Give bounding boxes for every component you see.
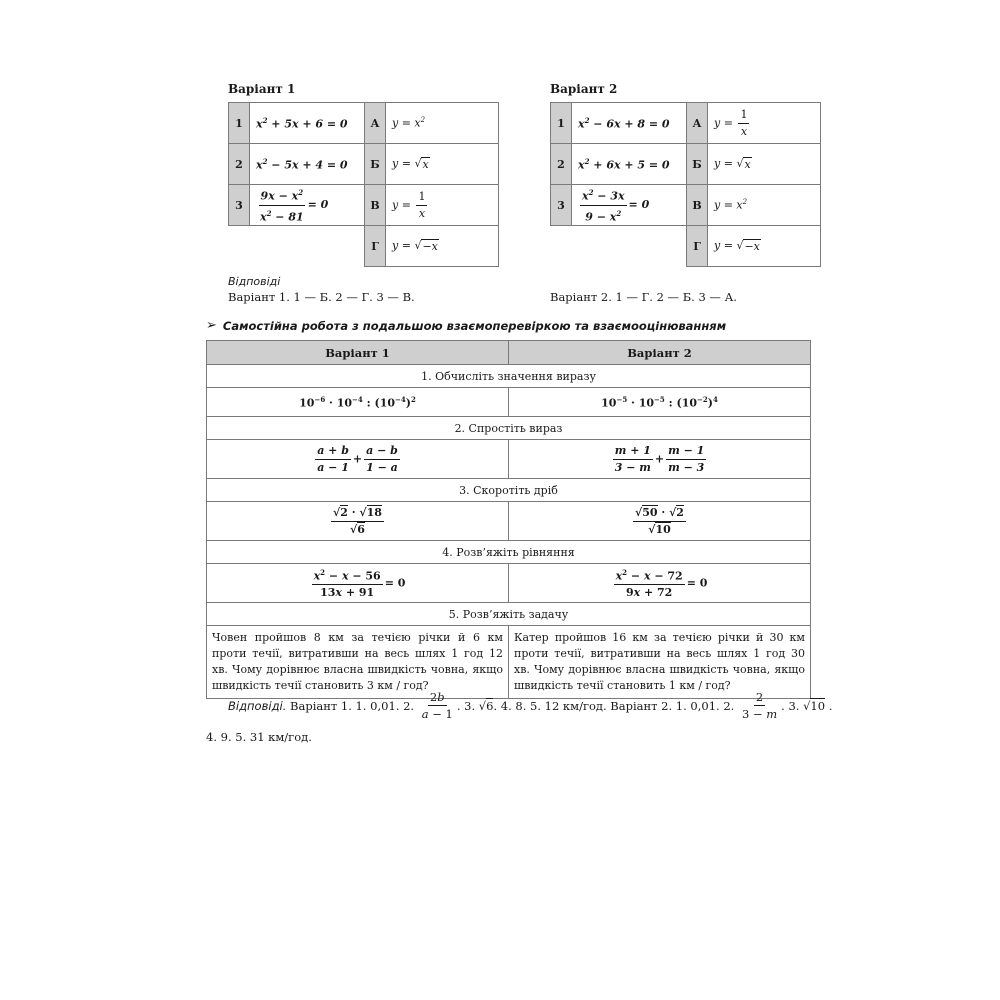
table-row xyxy=(229,185,499,226)
task-5-title: 5. Розв’яжіть задачу xyxy=(207,603,811,626)
function-d: y = √ −x xyxy=(708,226,821,267)
row-letter: А xyxy=(365,103,386,144)
answer-variant1: Варіант 1. 1 — Б. 2 — Г. 3 — В. xyxy=(228,290,415,304)
task-2-title: 2. Спростіть вираз xyxy=(207,417,811,440)
row-letter: В xyxy=(687,185,708,226)
function-d: y = √ −x xyxy=(386,226,499,267)
table-row xyxy=(207,541,811,564)
final-answers-part3: . 4. 8. 5. 12 км/год. Варіант 2. 1. 0,01. 2. xyxy=(493,698,738,713)
task-3-variant2-expression: $\frac{√50 \cdot √2}{√10}$ xyxy=(509,502,811,541)
row-letter: Г xyxy=(687,226,708,267)
final-answers-label: Відповіді. xyxy=(228,698,287,713)
equation-1: $x^2 - 6x + 8 = 0$ xyxy=(572,103,687,144)
row-number: 2 xyxy=(229,144,250,185)
row-number: 3 xyxy=(551,185,572,226)
row-number: 1 xyxy=(551,103,572,144)
row-letter: В xyxy=(365,185,386,226)
final-answers-part2: . 3. xyxy=(456,698,479,713)
answer-fraction-v2: $\frac{2}{3 - m}$ xyxy=(741,690,778,721)
answer-fraction-v1: $\frac{2b}{a - 1}$ xyxy=(421,690,453,721)
row-letter: Б xyxy=(687,144,708,185)
table-row xyxy=(207,479,811,502)
function-b: y = √ x xyxy=(708,144,821,185)
row-letter: Г xyxy=(365,226,386,267)
variant2-match-table xyxy=(550,102,821,267)
task-3-variant1-expression: $\frac{√2 \cdot √18}{√6}$ xyxy=(207,502,509,541)
function-c: y = $\frac{1}{x}$ xyxy=(386,185,499,226)
task-4-title: 4. Розв’яжіть рівняння xyxy=(207,541,811,564)
table-row xyxy=(207,365,811,388)
table-row xyxy=(551,103,821,144)
section-heading xyxy=(206,318,726,333)
table-row xyxy=(207,440,811,479)
equation-1: $x^2 + 5x + 6 = 0$ xyxy=(250,103,365,144)
task-4-variant1-expression: $\frac{x^2 - x - 56}{13x + 91}$ = 0 xyxy=(207,564,509,603)
task-1-variant2-expression: $10^{-5} \cdot 10^{-5}$ : $(10^{-2})^4$ xyxy=(509,388,811,417)
column-header-variant2: Варіант 2 xyxy=(509,341,811,365)
answers-label: Відповіді xyxy=(228,275,281,288)
answer-variant2: Варіант 2. 1 — Г. 2 — Б. 3 — А. xyxy=(550,290,737,304)
table-row xyxy=(551,226,821,267)
task-1-title: 1. Обчисліть значення виразу xyxy=(207,365,811,388)
row-letter: Б xyxy=(365,144,386,185)
table-row xyxy=(207,564,811,603)
equation-2: $x^2 + 6x + 5 = 0$ xyxy=(572,144,687,185)
task-5-variant2-problem: Катер пройшов 16 км за течією річки й 30 км проти течії, витративши на весь шлях 1 год 30 хв. Чому дорівнює власна швидкість човна, якщо швидкість течії становить 1 км / год? xyxy=(509,626,811,699)
final-answers-part5: . xyxy=(825,698,833,713)
table-row xyxy=(551,144,821,185)
function-a: $y = x^2$ xyxy=(386,103,499,144)
task-4-variant2-expression: $\frac{x^2 - x - 72}{9x + 72}$ = 0 xyxy=(509,564,811,603)
table-row xyxy=(207,603,811,626)
table-row xyxy=(229,144,499,185)
table-header-row xyxy=(207,341,811,365)
final-answers-part1: Варіант 1. 1. 0,01. 2. xyxy=(286,698,418,713)
final-answers-part4: . 3. xyxy=(781,698,804,713)
table-row xyxy=(207,502,811,541)
equation-2: $x^2 - 5x + 4 = 0$ xyxy=(250,144,365,185)
variant2-title: Варіант 2 xyxy=(550,82,618,96)
row-number: 1 xyxy=(229,103,250,144)
table-row xyxy=(229,226,499,267)
task-3-title: 3. Скоротіть дріб xyxy=(207,479,811,502)
answer-sqrt-v2: √10 xyxy=(803,698,826,713)
final-answers-line1 xyxy=(228,690,832,721)
arrow-icon: ➢ xyxy=(206,318,217,333)
self-work-table xyxy=(206,340,811,699)
table-row xyxy=(207,417,811,440)
row-number: 2 xyxy=(551,144,572,185)
function-a: y = $\frac{1}{x}$ xyxy=(708,103,821,144)
function-c: $y = x^2$ xyxy=(708,185,821,226)
task-2-variant2-expression: $\frac{m + 1}{3 - m}$ + $\frac{m - 1}{m - 3}$ xyxy=(509,440,811,479)
equation-3: $\frac{9x - x^2}{x^2 - 81}$ = 0 xyxy=(250,185,365,226)
task-2-variant1-expression: $\frac{a + b}{a - 1}$ + $\frac{a - b}{1 - a}$ xyxy=(207,440,509,479)
variant1-match-table xyxy=(228,102,499,267)
task-5-variant1-problem: Човен пройшов 8 км за течією річки й 6 км проти течії, витративши на весь шлях 1 год 12 хв. Чому дорівнює власна швидкість човна, якщо швидкість течії становить 3 км / год? xyxy=(207,626,509,699)
table-row xyxy=(207,388,811,417)
task-1-variant1-expression: $10^{-6} \cdot 10^{-4}$ : $(10^{-4})^2$ xyxy=(207,388,509,417)
section-title: Самостійна робота з подальшою взаємоперевіркою та взаємооцінюванням xyxy=(222,318,727,333)
variant1-title: Варіант 1 xyxy=(228,82,296,96)
table-row xyxy=(229,103,499,144)
table-row xyxy=(207,626,811,699)
row-number: 3 xyxy=(229,185,250,226)
equation-3: $\frac{x^2 - 3x}{9 - x^2}$ = 0 xyxy=(572,185,687,226)
answer-sqrt-v1: √6 xyxy=(478,698,494,713)
column-header-variant1: Варіант 1 xyxy=(207,341,509,365)
table-row xyxy=(551,185,821,226)
row-letter: А xyxy=(687,103,708,144)
final-answers-line2: 4. 9. 5. 31 км/год. xyxy=(206,730,312,744)
function-b: y = √ x xyxy=(386,144,499,185)
